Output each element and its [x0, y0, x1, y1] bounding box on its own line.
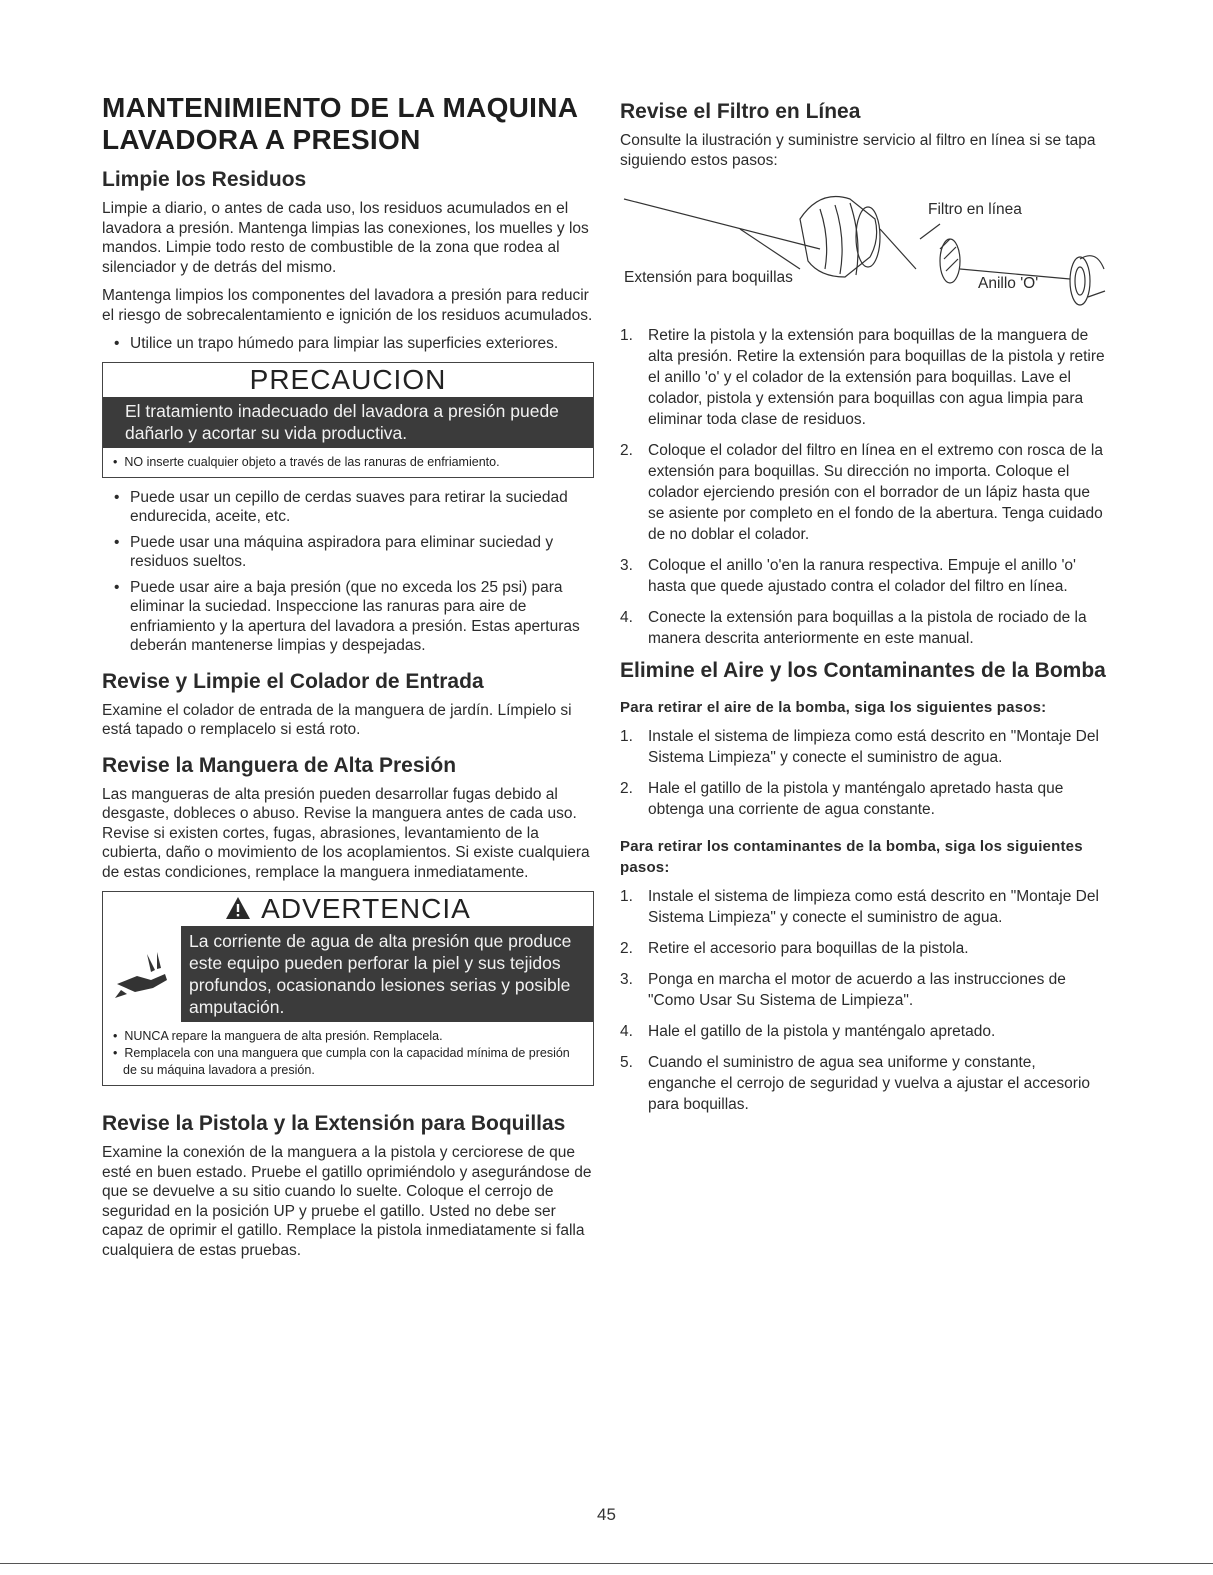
heading-aire: Elimine el Aire y los Contaminantes de la Bomba — [620, 659, 1106, 682]
list-item — [620, 778, 1108, 820]
list-item — [102, 334, 594, 354]
warning-note-text: NUNCA repare la manguera de alta presión. Remplacela. — [124, 1029, 443, 1043]
filter-diagram — [620, 179, 1108, 319]
caution-note — [113, 454, 585, 471]
step-number: 4. — [620, 609, 633, 626]
step-number: 1. — [620, 728, 633, 745]
warning-box — [102, 891, 594, 1086]
list-item — [620, 607, 1108, 649]
paragraph: Mantenga limpios los componentes del lavadora a presión para reducir el riesgo de sobrecalentamiento e ignición de los residuos acumulados. — [102, 287, 593, 324]
step-number: 5. — [620, 1054, 633, 1071]
list-item — [620, 886, 1108, 928]
caution-message: El tratamiento inadecuado del lavadora a presión puede dañarlo y acortar su vida productiva. — [103, 397, 593, 448]
heading-residuos: Limpie los Residuos — [102, 168, 307, 191]
warning-note — [113, 1028, 585, 1045]
step-number: 2. — [620, 442, 633, 459]
step-number: 3. — [620, 971, 633, 988]
numbered-list — [620, 886, 1108, 1115]
paragraph: Examine el colador de entrada de la manguera de jardín. Límpielo si está tapado o remplacelo si está roto. — [102, 701, 572, 738]
list-item — [620, 1052, 1108, 1115]
caution-notes — [103, 448, 593, 477]
bullet-list — [102, 488, 594, 656]
label-filtro-en-linea: Filtro en línea — [928, 201, 1022, 218]
label-anillo-o: Anillo 'O' — [978, 275, 1039, 292]
bullet: • — [113, 1029, 118, 1043]
step-text: Coloque el colador del filtro en línea en el extremo con rosca de la extensión para boquillas. Su dirección no importa. Coloque el colador ejerciendo presión con el borrador de un lápiz hasta que se asiente por completo en el fondo de la abertura. Tenga cuidado de no doblar el colador. — [648, 442, 1103, 543]
heading-manguera: Revise la Manguera de Alta Presión — [102, 753, 457, 777]
subheading-contaminantes: Para retirar los contaminantes de la bomba, siga los siguientes pasos: — [620, 838, 1083, 876]
injection-hazard-icon — [103, 926, 181, 1022]
step-number: 1. — [620, 888, 633, 905]
list-item-text: Puede usar una máquina aspiradora para eliminar suciedad y residuos sueltos. — [130, 533, 554, 570]
list-item — [620, 938, 1108, 959]
paragraph: Las mangueras de alta presión pueden desarrollar fugas debido al desgaste, dobleces o abuso. Revise la manguera antes de cada uso. Revise si existen cortes, fugas, abrasiones, levantamiento de la cubierta, daño o movimiento de los acoplamientos. Si existe cualquiera de estas condiciones, remplace la manguera inmediatamente. — [102, 785, 590, 881]
heading-pistola: Revise la Pistola y la Extensión para Boquillas — [102, 1112, 566, 1135]
numbered-list — [620, 726, 1108, 820]
step-text: Ponga en marcha el motor de acuerdo a las instrucciones de "Como Usar Su Sistema de Limpieza". — [648, 971, 1066, 1009]
list-item — [620, 726, 1108, 768]
step-text: Hale el gatillo de la pistola y manténgalo apretado hasta que obtenga una corriente de agua constante. — [648, 780, 1064, 818]
bullet: • — [114, 488, 120, 506]
list-item — [102, 533, 594, 572]
step-text: Instale el sistema de limpieza como está descrito en "Montaje Del Sistema Limpieza" y conecte el suministro de agua. — [648, 728, 1099, 766]
warning-triangle-icon — [225, 896, 251, 920]
list-item — [620, 555, 1108, 597]
bullet: • — [114, 578, 120, 596]
warning-title-row — [103, 892, 593, 926]
bullet: • — [114, 335, 120, 352]
list-item-text: Puede usar aire a baja presión (que no exceda los 25 psi) para eliminar la suciedad. Inspeccione las ranuras para aire de enfriamiento y la apertura del lavadora a presión. Estas aperturas deberán mantenerse limpias y despejadas. — [130, 578, 580, 654]
list-item — [620, 325, 1108, 430]
warning-notes — [103, 1022, 593, 1085]
list-item — [102, 488, 594, 527]
warning-title: ADVERTENCIA — [261, 893, 471, 924]
paragraph: Examine la conexión de la manguera a la pistola y cerciorese de que esté en buen estado. Pruebe el gatillo oprimiéndolo y asegurándose de que se devuelve a su sitio cuando lo suelte. Coloque el cerrojo de seguridad en la posición UP y pruebe el gatillo. Usted no debe ser capaz de oprimir el gatillo. Remplace la pistola inmediatamente si falla cualquiera de estas pruebas. — [102, 1144, 592, 1259]
title-line-1: MANTENIMIENTO DE LA MAQUINA — [102, 92, 579, 123]
bullet: • — [113, 1046, 118, 1060]
bottom-rule — [0, 1563, 1213, 1564]
paragraph: Limpie a diario, o antes de cada uso, los residuos acumulados en el lavadora a presión. Mantenga limpias las conexiones, los muelles y los mandos. Limpie todo resto de combustible de la zona que rodea al silenciador y de detrás del mismo. — [102, 200, 589, 276]
step-number: 2. — [620, 780, 633, 797]
step-text: Retire el accesorio para boquillas de la pistola. — [648, 940, 969, 957]
step-text: Instale el sistema de limpieza como está descrito en "Montaje Del Sistema Limpieza" y conecte el suministro de agua. — [648, 888, 1099, 926]
step-number: 4. — [620, 1023, 633, 1040]
heading-filtro: Revise el Filtro en Línea — [620, 100, 861, 123]
bullet: • — [113, 454, 118, 469]
bullet-list — [102, 334, 594, 354]
right-column — [620, 92, 1108, 1125]
paragraph: Consulte la ilustración y suministre servicio al filtro en línea si se tapa siguiendo estos pasos: — [620, 132, 1096, 169]
caution-note-text: NO inserte cualquier objeto a través de las ranuras de enfriamiento. — [124, 454, 500, 469]
step-text: Conecte la extensión para boquillas a la pistola de rociado de la manera descrita anteriormente en este manual. — [648, 609, 1087, 647]
left-column — [102, 92, 594, 1269]
list-item — [102, 578, 594, 656]
step-number: 3. — [620, 557, 633, 574]
caution-box — [102, 362, 594, 478]
subheading-aire: Para retirar el aire de la bomba, siga los siguientes pasos: — [620, 699, 1047, 716]
list-item — [620, 1021, 1108, 1042]
warning-note-text: Remplacela con una manguera que cumpla con la capacidad mínima de presión de su máquina lavadora a presión. — [123, 1046, 570, 1077]
step-number: 1. — [620, 327, 633, 344]
step-text: Hale el gatillo de la pistola y manténgalo apretado. — [648, 1023, 996, 1040]
warning-note — [113, 1045, 585, 1079]
label-extension-boquillas: Extensión para boquillas — [624, 269, 793, 286]
page-number: 45 — [597, 1505, 616, 1524]
page-title — [102, 92, 594, 156]
list-item — [620, 969, 1108, 1011]
title-line-2: LAVADORA A PRESION — [102, 124, 421, 155]
list-item-text: Puede usar un cepillo de cerdas suaves para retirar la suciedad endurecida, aceite, etc. — [130, 488, 568, 525]
heading-colador: Revise y Limpie el Colador de Entrada — [102, 669, 484, 693]
list-item — [620, 440, 1108, 545]
warning-message: La corriente de agua de alta presión que produce este equipo pueden perforar la piel y sus tejidos profundos, ocasionando lesiones serias y posible amputación. — [181, 926, 593, 1022]
list-item-text: Utilice un trapo húmedo para limpiar las superficies exteriores. — [130, 335, 559, 352]
numbered-list — [620, 325, 1108, 649]
caution-title: PRECAUCION — [249, 363, 447, 395]
step-number: 2. — [620, 940, 633, 957]
warning-body — [103, 926, 593, 1022]
step-text: Retire la pistola y la extensión para boquillas de la manguera de alta presión. Retire la extensión para boquillas de la pistola y retire el anillo 'o' y el colador de la extensión para boquillas. Lave el colador, pistola y extensión para boquillas con agua limpia para eliminar toda clase de residuos. — [648, 327, 1105, 428]
step-text: Cuando el suministro de agua sea uniforme y constante, enganche el cerrojo de seguridad y vuelva a ajustar el accesorio para boquillas. — [648, 1054, 1091, 1113]
bullet: • — [114, 533, 120, 551]
filter-assembly-illustration — [620, 179, 1108, 319]
step-text: Coloque el anillo 'o'en la ranura respectiva. Empuje el anillo 'o' hasta que quede ajustado contra el colador del filtro en línea. — [648, 557, 1077, 595]
